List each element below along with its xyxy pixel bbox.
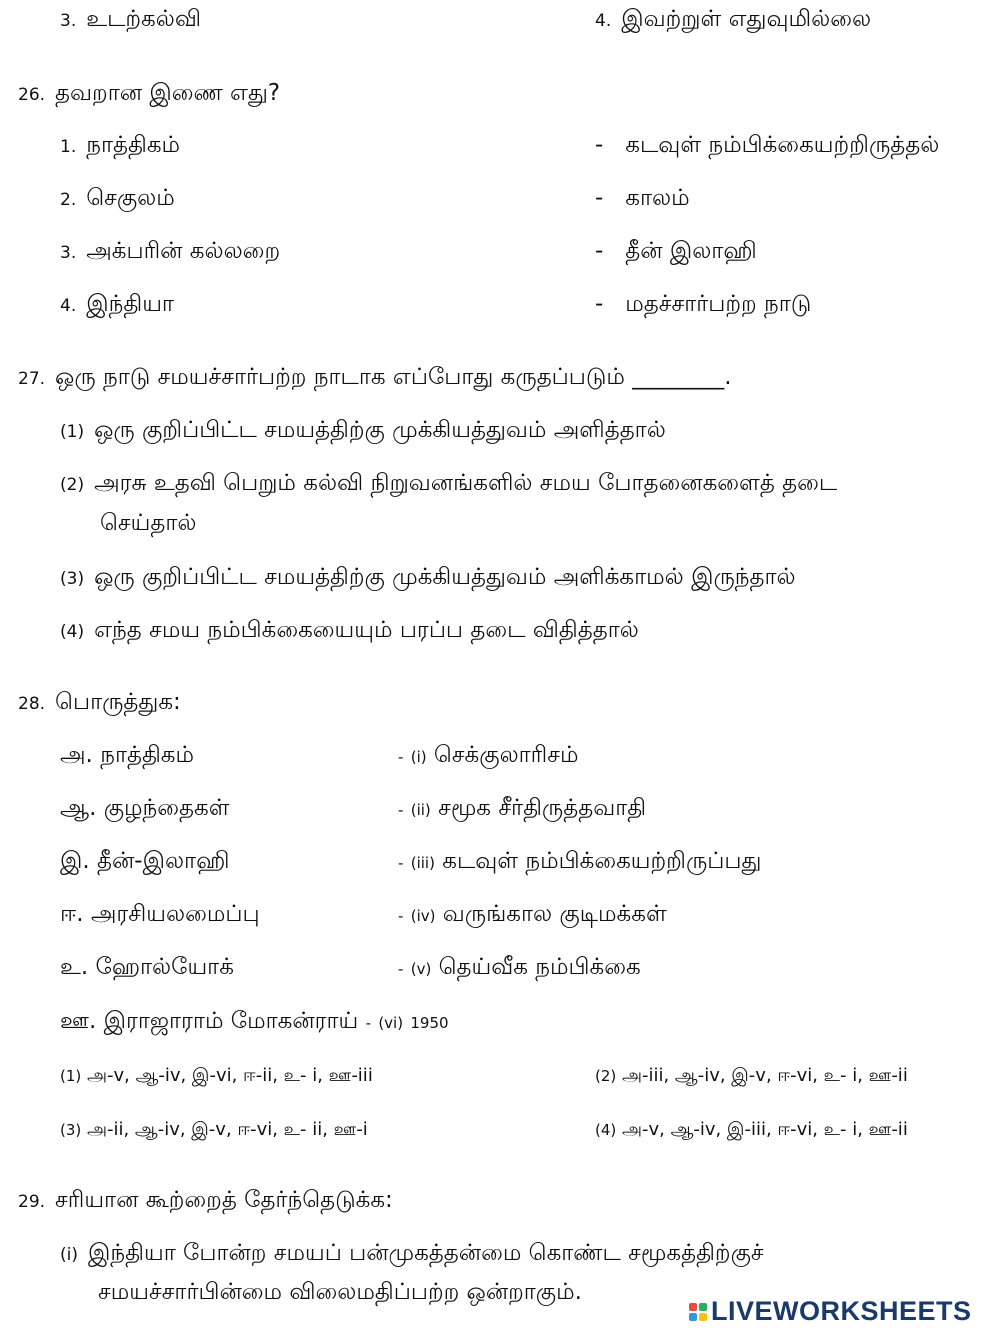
q28-answer-2: (2) அ-iii, ஆ-iv, இ-v, ஈ-vi, உ- i, ஊ-ii	[595, 1065, 908, 1086]
q26-pair-3-left: 3. அக்பரின் கல்லறை	[60, 238, 281, 264]
q28-row-4-right: - (iv) வருங்கால குடிமக்கள்	[398, 901, 667, 927]
q27-option-2-continued: செய்தால்	[100, 510, 197, 536]
logo-square-blue	[689, 1313, 697, 1321]
q26-pair-1-left: 1. நாத்திகம்	[60, 132, 181, 158]
q28-row-3-left: இ. தீன்-இலாஹி	[60, 848, 230, 874]
q28-answer-4: (4) அ-v, ஆ-iv, இ-iii, ஈ-vi, உ- i, ஊ-ii	[595, 1119, 908, 1140]
liveworksheets-wordmark: LIVEWORKSHEETS	[711, 1296, 972, 1326]
prev-option-3: 3. உடற்கல்வி	[60, 6, 202, 32]
q28-row-2-left: ஆ. குழந்தைகள்	[60, 795, 230, 821]
question-26: 26. தவறான இணை எது?	[18, 80, 281, 106]
question-27: 27. ஒரு நாடு சமயச்சார்பற்ற நாடாக எப்போது கருதப்படும் ________.	[18, 364, 732, 390]
q28-row-2-right: - (ii) சமூக சீர்திருத்தவாதி	[398, 795, 647, 821]
logo-square-green	[699, 1303, 707, 1311]
q27-option-1: (1) ஒரு குறிப்பிட்ட சமயத்திற்கு முக்கியத்துவம் அளித்தால்	[60, 417, 666, 443]
q28-answer-3: (3) அ-ii, ஆ-iv, இ-v, ஈ-vi, உ- ii, ஊ-i	[60, 1119, 368, 1140]
q28-row-4-left: ஈ. அரசியலமைப்பு	[60, 901, 260, 927]
q28-row-3-right: - (iii) கடவுள் நம்பிக்கையற்றிருப்பது	[398, 848, 762, 874]
question-29: 29. சரியான கூற்றைத் தேர்ந்தெடுக்க:	[18, 1187, 393, 1213]
q27-option-4: (4) எந்த சமய நம்பிக்கையையும் பரப்ப தடை விதித்தால்	[60, 617, 639, 643]
q26-pair-4-right: - மதச்சார்பற்ற நாடு	[595, 291, 812, 317]
liveworksheets-logo-icon	[689, 1303, 707, 1321]
q29-option-1: (i) இந்தியா போன்ற சமயப் பன்முகத்தன்மை கொண்ட சமூகத்திற்குச்	[60, 1240, 764, 1266]
prev-option-4: 4. இவற்றுள் எதுவுமில்லை	[595, 6, 872, 32]
q26-pair-2-left: 2. செகுலம்	[60, 185, 175, 211]
logo-square-yellow	[699, 1313, 707, 1321]
logo-square-red	[689, 1303, 697, 1311]
q28-row-6: ஊ. இராஜாராம் மோகன்ராய் - (vi) 1950	[60, 1008, 449, 1034]
q26-pair-4-left: 4. இந்தியா	[60, 291, 174, 317]
q28-row-5-right: - (v) தெய்வீக நம்பிக்கை	[398, 954, 641, 980]
q28-answer-1: (1) அ-v, ஆ-iv, இ-vi, ஈ-ii, உ- i, ஊ-iii	[60, 1065, 373, 1086]
q27-option-3: (3) ஒரு குறிப்பிட்ட சமயத்திற்கு முக்கியத்துவம் அளிக்காமல் இருந்தால்	[60, 564, 796, 590]
q27-option-2: (2) அரசு உதவி பெறும் கல்வி நிறுவனங்களில் சமய போதனைகளைத் தடை	[60, 470, 838, 496]
q28-row-5-left: உ. ஹோல்யோக்	[60, 954, 234, 980]
q28-row-1-right: - (i) செக்குலாரிசம்	[398, 742, 579, 768]
liveworksheets-logo	[689, 1296, 972, 1327]
q28-row-1-left: அ. நாத்திகம்	[60, 742, 195, 768]
q26-pair-2-right: - காலம்	[595, 185, 690, 211]
question-28: 28. பொருத்துக:	[18, 689, 181, 715]
q26-pair-1-right: - கடவுள் நம்பிக்கையற்றிருத்தல்	[595, 132, 940, 158]
q26-pair-3-right: - தீன் இலாஹி	[595, 238, 757, 264]
q29-option-1-continued: சமயச்சார்பின்மை விலைமதிப்பற்ற ஒன்றாகும்.	[98, 1279, 582, 1305]
